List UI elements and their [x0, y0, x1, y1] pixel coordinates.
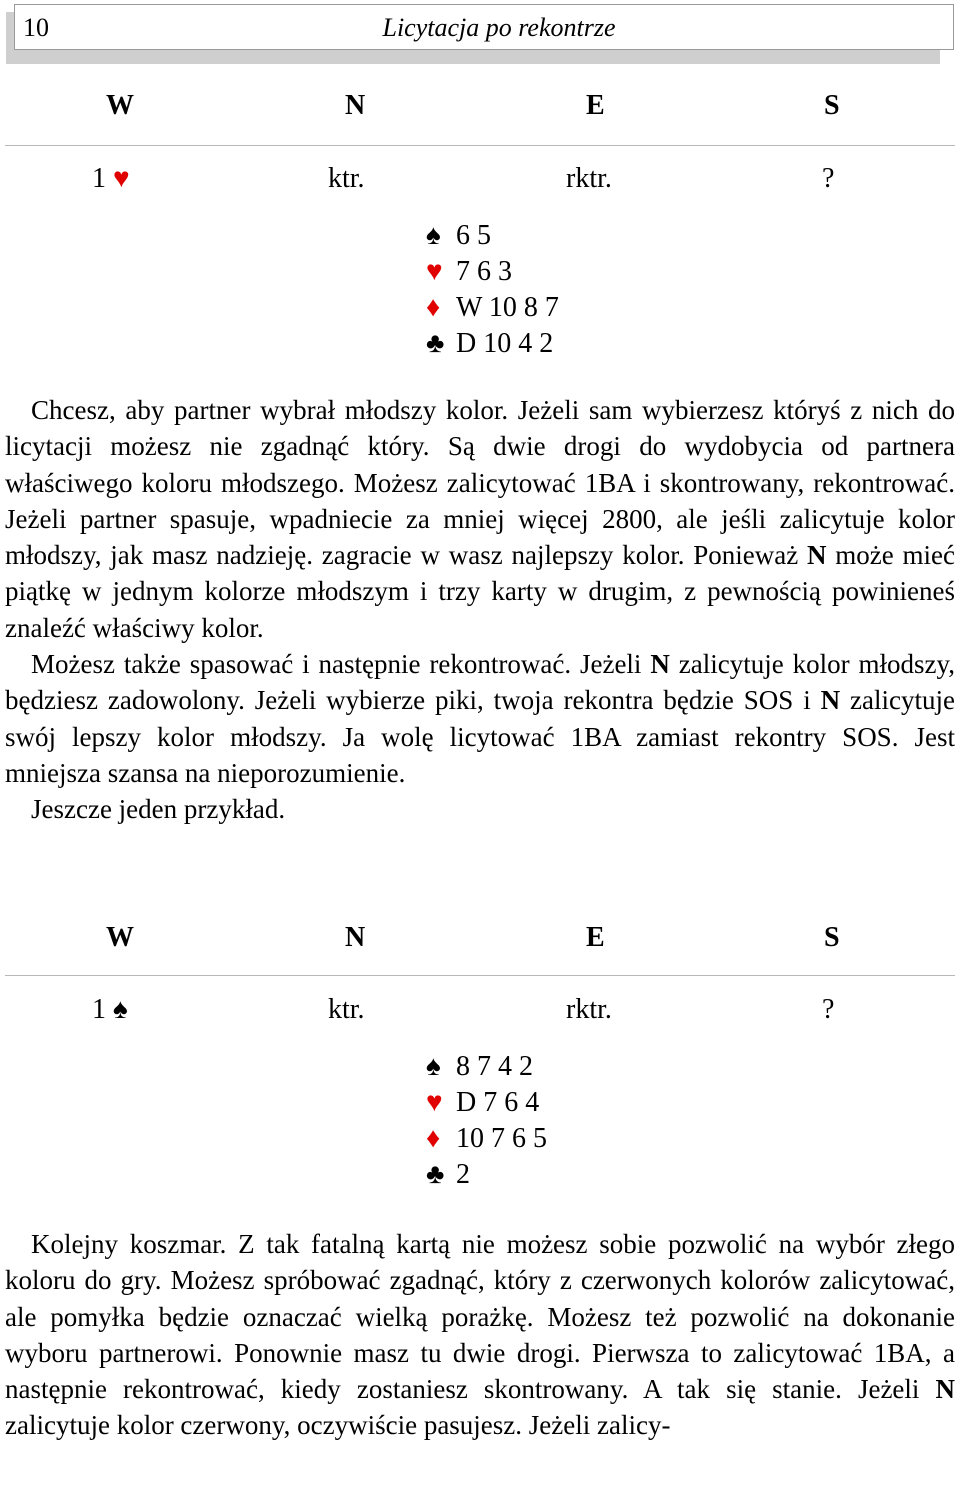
- column-east: E: [586, 90, 605, 121]
- column-south: S: [824, 922, 840, 953]
- heart-icon: ♥: [113, 163, 130, 194]
- hand-spades: ♠ 6 5: [426, 220, 491, 251]
- bid-east: rktr.: [566, 163, 612, 194]
- club-icon: ♣: [426, 328, 445, 359]
- hand-1: [426, 220, 726, 364]
- divider: [5, 975, 955, 976]
- heart-icon: ♥: [426, 1087, 443, 1118]
- bid-east: rktr.: [566, 994, 612, 1025]
- column-west: W: [106, 90, 134, 121]
- divider: [5, 145, 955, 146]
- diamond-icon: ♦: [426, 1123, 441, 1154]
- hand-spades: ♠ 8 7 4 2: [426, 1051, 533, 1082]
- chapter-title: Licytacja po rekontrze: [382, 13, 616, 42]
- column-north: N: [345, 90, 366, 121]
- bid-west: 1 ♠: [92, 994, 128, 1025]
- spade-icon: ♠: [426, 1051, 441, 1082]
- spade-icon: ♠: [113, 994, 128, 1025]
- paragraph: Kolejny koszmar. Z tak fatalną kartą nie możesz sobie pozwolić na wybór złego koloru do gry. Możesz spróbować zgadnąć, który z czerwonych kolorów zalicytować, ale pomyłka będzie oznaczać wielką porażkę. Możesz też pozwolić na dokonanie wyboru partnerowi. Ponownie masz tu dwie drogi. Pierwsza to zalicytować 1BA, a następnie rekontrować, kiedy zostaniesz skontrowany. A tak się stanie. Jeżeli N zalicytuje kolor czerwony, oczywiście pasujesz. Jeżeli zalicy-: [5, 1229, 955, 1441]
- hand-hearts: ♥ 7 6 3: [426, 256, 512, 287]
- hand-clubs: ♣ D 10 4 2: [426, 328, 554, 359]
- page-number: 10: [23, 13, 49, 42]
- hand-diamonds: ♦ W 10 8 7: [426, 292, 559, 323]
- hand-hearts: ♥ D 7 6 4: [426, 1087, 540, 1118]
- body-text-1: [5, 392, 955, 828]
- bid-south: ?: [822, 163, 835, 194]
- bidding-row-1: [0, 163, 960, 203]
- spade-icon: ♠: [426, 220, 441, 251]
- paragraph: Jeszcze jeden przykład.: [31, 794, 286, 825]
- column-north: N: [345, 922, 366, 953]
- hand-diamonds: ♦ 10 7 6 5: [426, 1123, 547, 1154]
- column-east: E: [586, 922, 605, 953]
- club-icon: ♣: [426, 1159, 445, 1190]
- running-header: [14, 4, 954, 50]
- hand-clubs: ♣ 2: [426, 1159, 470, 1190]
- bidding-header-1: [0, 90, 960, 130]
- bid-south: ?: [822, 994, 835, 1025]
- paragraph: Możesz także spasować i następnie rekontrować. Jeżeli N zalicytuje kolor młodszy, będziesz zadowolony. Jeżeli wybierze piki, twoja rekontra będzie SOS i N zalicytuje swój lepszy kolor młodszy. Ja wolę licytować 1BA zamiast rekontry SOS. Jest mniejsza szansa na nieporozumienie.: [5, 649, 955, 788]
- column-west: W: [106, 922, 134, 953]
- bid-north: ktr.: [328, 994, 365, 1025]
- bid-west: 1 ♥: [92, 163, 130, 194]
- bidding-header-2: [0, 922, 960, 962]
- column-south: S: [824, 90, 840, 121]
- diamond-icon: ♦: [426, 292, 441, 323]
- body-text-2: [5, 1226, 955, 1444]
- paragraph: Chcesz, aby partner wybrał młodszy kolor. Jeżeli sam wybierzesz któryś z nich do licytacji możesz nie zgadnąć który. Są dwie drogi do wydobycia od partnera właściwego koloru młodszego. Możesz zalicytować 1BA i skontrowany, rekontrować. Jeżeli partner spasuje, wpadniecie za mniej więcej 2800, ale jeśli zalicytuje kolor młodszy, jak masz nadzieję. zagracie w wasz najlepszy kolor. Ponieważ N może mieć piątkę w jednym kolorze młodszym i trzy karty w drugim, z pewnością powinieneś znaleźć właściwy kolor.: [5, 395, 955, 643]
- bid-north: ktr.: [328, 163, 365, 194]
- bidding-row-2: [0, 994, 960, 1034]
- heart-icon: ♥: [426, 256, 443, 287]
- hand-2: [426, 1051, 726, 1195]
